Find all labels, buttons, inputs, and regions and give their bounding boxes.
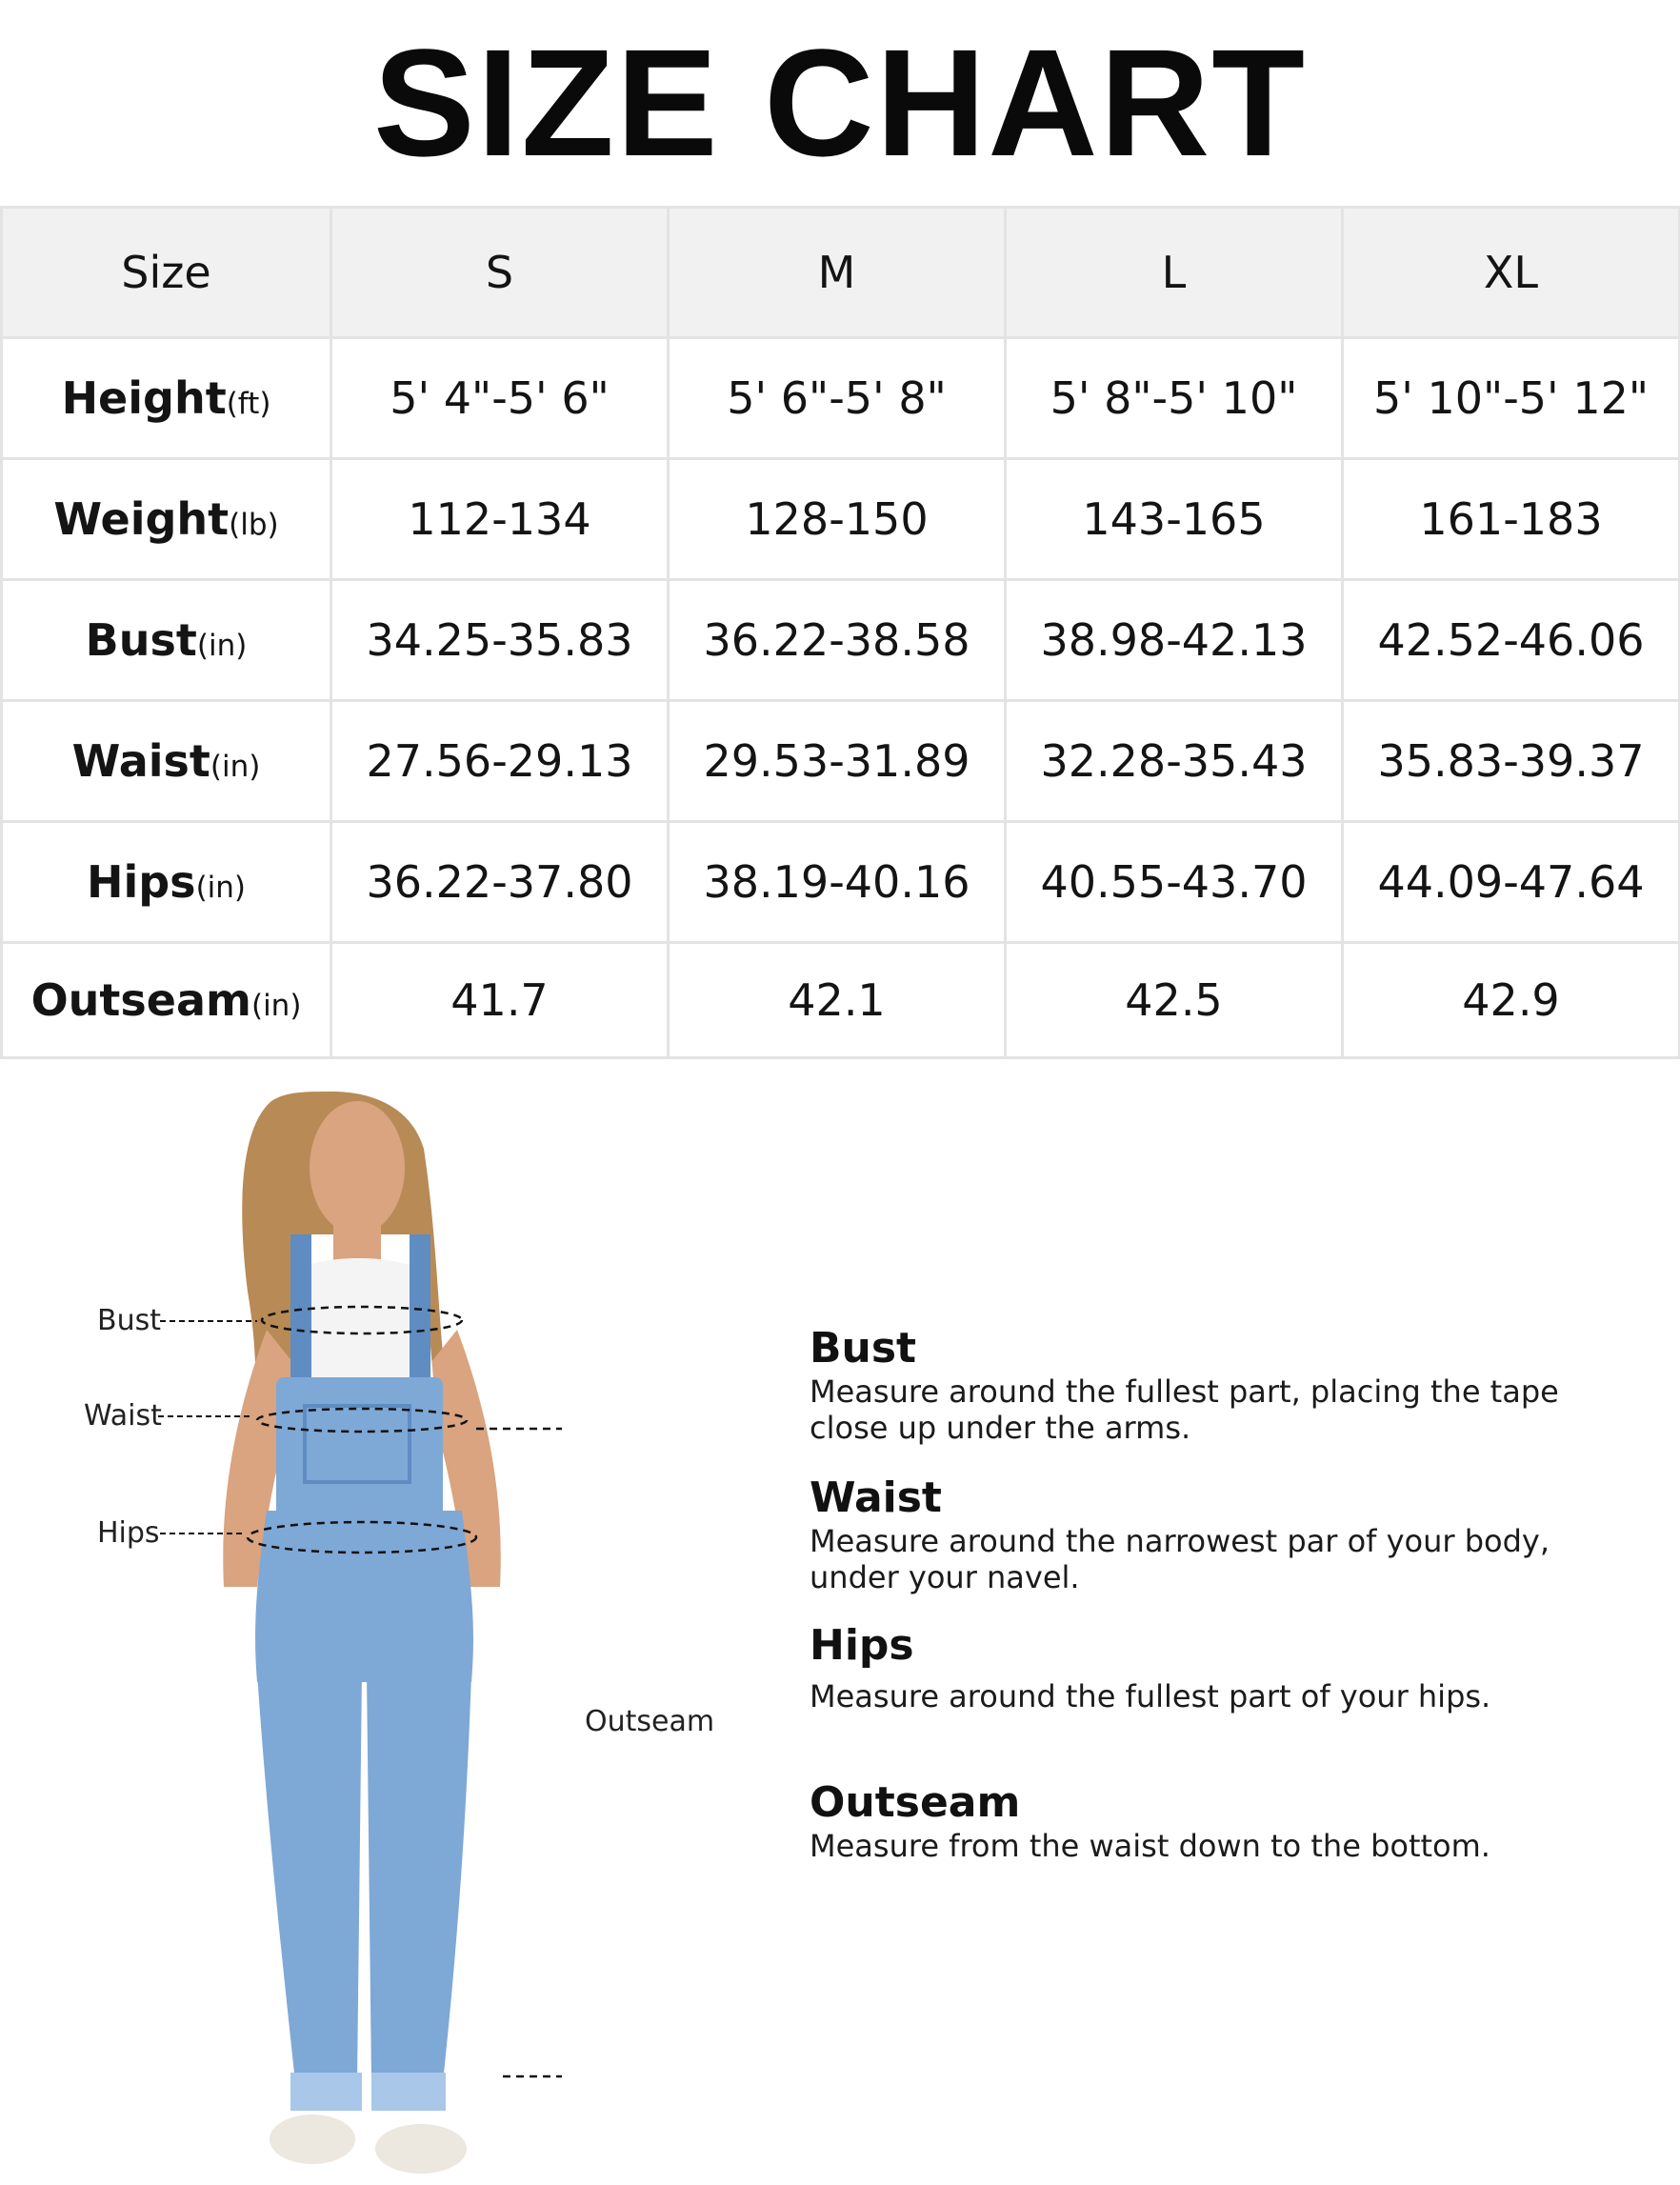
row-label-outseam: Outseam(in)	[2, 943, 331, 1058]
row-label-weight: Weight(lb)	[2, 459, 331, 580]
description-text: Measure around the narrowest par of your body, under your navel.	[810, 1523, 1550, 1595]
hips-guide-label: Hips	[97, 1516, 160, 1550]
description-text: Measure from the waist down to the bottom.	[810, 1828, 1490, 1864]
unit-label: (in)	[250, 989, 302, 1023]
page-title: SIZE CHART	[373, 17, 1307, 188]
table-cell: 34.25-35.83	[331, 580, 669, 701]
header-cell-size: Size	[2, 208, 331, 338]
unit-label: (lb)	[229, 508, 279, 542]
table-cell: 112-134	[331, 459, 669, 580]
table-cell: 40.55-43.70	[1006, 822, 1343, 943]
waist-description	[810, 1473, 1590, 1595]
table-cell: 42.1	[669, 943, 1006, 1058]
hips-description	[810, 1621, 1590, 1714]
header-cell-m: M	[669, 208, 1006, 338]
table-cell: 29.53-31.89	[669, 701, 1006, 822]
description-heading: Outseam	[810, 1778, 1021, 1827]
table-cell: 38.98-42.13	[1006, 580, 1343, 701]
table-cell: 35.83-39.37	[1343, 701, 1680, 822]
row-label-hips: Hips(in)	[2, 822, 331, 943]
table-cell: 36.22-38.58	[669, 580, 1006, 701]
unit-label: (ft)	[226, 387, 271, 421]
table-cell: 32.28-35.43	[1006, 701, 1343, 822]
unit-label: (in)	[196, 629, 248, 663]
bust-guide-label: Bust	[97, 1304, 161, 1337]
row-label-bust: Bust(in)	[2, 580, 331, 701]
table-cell: 161-183	[1343, 459, 1680, 580]
table-cell: 42.52-46.06	[1343, 580, 1680, 701]
unit-label: (in)	[195, 871, 247, 905]
table-cell: 27.56-29.13	[331, 701, 669, 822]
table-cell: 5' 10"-5' 12"	[1343, 338, 1680, 459]
header-cell-s: S	[331, 208, 669, 338]
header-cell-l: L	[1006, 208, 1343, 338]
table-cell: 42.5	[1006, 943, 1343, 1058]
description-heading: Waist	[810, 1473, 942, 1522]
bust-description	[810, 1324, 1590, 1446]
description-heading: Bust	[810, 1324, 917, 1373]
description-text: Measure around the fullest part, placing the tape close up under the arms.	[810, 1373, 1559, 1446]
table-cell: 143-165	[1006, 459, 1343, 580]
description-text: Measure around the fullest part of your hips.	[810, 1678, 1491, 1714]
description-heading: Hips	[810, 1621, 914, 1670]
table-cell: 5' 6"-5' 8"	[669, 338, 1006, 459]
table-cell: 128-150	[669, 459, 1006, 580]
table-cell: 44.09-47.64	[1343, 822, 1680, 943]
row-label-waist: Waist(in)	[2, 701, 331, 822]
table-cell: 41.7	[331, 943, 669, 1058]
outseam-description	[810, 1778, 1590, 1864]
waist-guide-label: Waist	[84, 1399, 162, 1433]
header-cell-xl: XL	[1343, 208, 1680, 338]
table-cell: 42.9	[1343, 943, 1680, 1058]
table-cell: 36.22-37.80	[331, 822, 669, 943]
row-label-height: Height(ft)	[2, 338, 331, 459]
table-cell: 38.19-40.16	[669, 822, 1006, 943]
unit-label: (in)	[210, 750, 261, 784]
outseam-guide-label: Outseam	[585, 1705, 715, 1738]
table-cell: 5' 8"-5' 10"	[1006, 338, 1343, 459]
table-cell: 5' 4"-5' 6"	[331, 338, 669, 459]
